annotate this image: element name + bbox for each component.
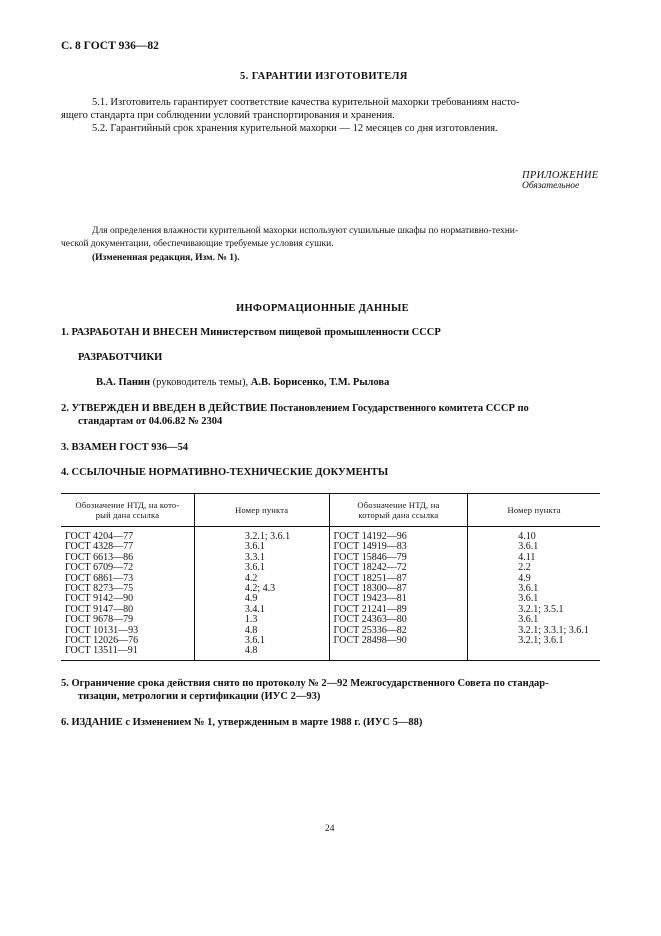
clause-cell: 4.9 bbox=[468, 574, 600, 584]
info-item-5-line2: тизации, метрологии и сертификации (ИУС 2—93) bbox=[78, 691, 321, 702]
header-designation-2: Обозначение НТД, на который дана ссылка bbox=[329, 494, 468, 527]
table-row bbox=[61, 636, 600, 646]
designation-cell: ГОСТ 6613—86 bbox=[65, 551, 134, 563]
developer-role: (руководитель темы), bbox=[150, 377, 251, 388]
page-header: С. 8 ГОСТ 936—82 bbox=[61, 40, 159, 52]
clause-cell: 3.2.1; 3.6.1 bbox=[194, 527, 329, 543]
clause-cell: 3.6.1 bbox=[194, 563, 329, 573]
paragraph-5-1-line1: 5.1. Изготовитель гарантирует соответствие качества курительной махорки требованиям насто- bbox=[92, 97, 520, 108]
clause-cell: 3.4.1 bbox=[194, 605, 329, 615]
designation-cell: ГОСТ 8273—75 bbox=[65, 583, 134, 595]
designation-cell: ГОСТ 9147—80 bbox=[65, 603, 134, 615]
clause-cell: 1.3 bbox=[194, 615, 329, 625]
clause-cell: 4.8 bbox=[194, 646, 329, 660]
paragraph-5-1-line2: ящего стандарта при соблюдении условий транспортирования и хранения. bbox=[61, 110, 395, 121]
clause-cell: 3.6.1 bbox=[468, 542, 600, 552]
info-item-2-line2: стандартам от 04.06.82 № 2304 bbox=[78, 416, 223, 427]
clause-cell: 3.6.1 bbox=[468, 594, 600, 604]
appendix-text-line2: ческой документации, обеспечивающие требуемые условия сушки. bbox=[61, 239, 334, 249]
clause-cell: 4.9 bbox=[194, 594, 329, 604]
table-row bbox=[61, 646, 600, 660]
designation-cell: ГОСТ 4328—77 bbox=[65, 541, 134, 553]
appendix-subtitle: Обязательное bbox=[522, 181, 580, 191]
clause-cell: 4.8 bbox=[194, 626, 329, 636]
developers-label: РАЗРАБОТЧИКИ bbox=[78, 352, 163, 363]
clause-cell: 3.6.1 bbox=[194, 542, 329, 552]
clause-cell bbox=[468, 646, 600, 660]
developer-lead: В.А. Панин bbox=[96, 377, 151, 388]
info-item-2-line1: 2. УТВЕРЖДЕН И ВВЕДЕН В ДЕЙСТВИЕ Постановлением Государственного комитета СССР по bbox=[61, 403, 529, 414]
info-item-1: 1. РАЗРАБОТАН И ВНЕСЕН Министерством пищевой промышленности СССР bbox=[61, 327, 441, 338]
designation-cell: ГОСТ 14919—83 bbox=[329, 542, 468, 552]
clause-cell: 3.2.1; 3.6.1 bbox=[468, 636, 600, 646]
reference-table bbox=[61, 493, 600, 661]
designation-cell: ГОСТ 19423—81 bbox=[329, 594, 468, 604]
appendix-text-line1: Для определения влажности курительной махорки используют сушильные шкафы по нормативно-техни- bbox=[92, 226, 519, 236]
info-item-4: 4. ССЫЛОЧНЫЕ НОРМАТИВНО-ТЕХНИЧЕСКИЕ ДОКУМЕНТЫ bbox=[61, 467, 389, 478]
designation-cell: ГОСТ 4204—77 bbox=[65, 531, 134, 542]
clause-cell: 3.2.1; 3.3.1; 3.6.1 bbox=[468, 626, 600, 636]
section-title: 5. ГАРАНТИИ ИЗГОТОВИТЕЛЯ bbox=[240, 71, 408, 82]
designation-cell: ГОСТ 14192—96 bbox=[329, 527, 468, 543]
designation-cell: ГОСТ 6709—72 bbox=[65, 562, 134, 574]
info-item-6: 6. ИЗДАНИЕ с Изменением № 1, утвержденным в марте 1988 г. (ИУС 5—88) bbox=[61, 717, 423, 728]
page-number: 24 bbox=[325, 824, 335, 834]
clause-cell: 3.6.1 bbox=[194, 636, 329, 646]
clause-cell: 4.11 bbox=[468, 553, 600, 563]
designation-cell: ГОСТ 13511—91 bbox=[61, 646, 194, 660]
designation-cell: ГОСТ 6861—73 bbox=[65, 572, 134, 584]
designation-cell: ГОСТ 28498—90 bbox=[329, 636, 468, 646]
designation-cell: ГОСТ 18251—87 bbox=[329, 574, 468, 584]
designation-cell: ГОСТ 18242—72 bbox=[329, 563, 468, 573]
amendment-note: (Измененная редакция, Изм. № 1). bbox=[92, 253, 240, 263]
designation-cell: ГОСТ 24363—80 bbox=[329, 615, 468, 625]
designation-cell: ГОСТ 18300—87 bbox=[329, 584, 468, 594]
designation-cell: ГОСТ 15846—79 bbox=[329, 553, 468, 563]
info-item-5-line1: 5. Ограничение срока действия снято по протоколу № 2—92 Межгосударственного Совета по стандар- bbox=[61, 678, 549, 689]
clause-cell: 2.2 bbox=[468, 563, 600, 573]
clause-cell: 4.2; 4.3 bbox=[194, 584, 329, 594]
table-header-row bbox=[61, 494, 600, 527]
designation-cell: ГОСТ 9142—90 bbox=[65, 593, 134, 605]
paragraph-5-2: 5.2. Гарантийный срок хранения курительной махорки — 12 месяцев со дня изготовления. bbox=[92, 123, 498, 134]
designation-cell bbox=[329, 646, 468, 660]
header-clause-1: Номер пункта bbox=[194, 494, 329, 527]
developers-list bbox=[96, 377, 389, 388]
designation-cell: ГОСТ 12026—76 bbox=[65, 635, 139, 647]
designation-cell: ГОСТ 25336—82 bbox=[329, 626, 468, 636]
appendix-title: ПРИЛОЖЕНИЕ bbox=[522, 170, 599, 181]
info-title: ИНФОРМАЦИОННЫЕ ДАННЫЕ bbox=[236, 303, 409, 314]
clause-cell: 3.2.1; 3.5.1 bbox=[468, 605, 600, 615]
clause-cell: 4.10 bbox=[468, 527, 600, 543]
developer-others: А.В. Борисенко, Т.М. Рылова bbox=[250, 377, 390, 388]
clause-cell: 4.2 bbox=[194, 574, 329, 584]
info-item-3: 3. ВЗАМЕН ГОСТ 936—54 bbox=[61, 442, 189, 453]
designation-cell: ГОСТ 10131—93 bbox=[65, 624, 139, 636]
clause-cell: 3.3.1 bbox=[194, 553, 329, 563]
header-designation-1: Обозначение НТД, на кото- рый дана ссылка bbox=[61, 494, 194, 527]
table-row bbox=[61, 527, 600, 543]
clause-cell: 3.6.1 bbox=[468, 584, 600, 594]
designation-cell: ГОСТ 9678—79 bbox=[65, 614, 134, 626]
clause-cell: 3.6.1 bbox=[468, 615, 600, 625]
designation-cell: ГОСТ 21241—89 bbox=[329, 605, 468, 615]
header-clause-2: Номер пункта bbox=[468, 494, 600, 527]
